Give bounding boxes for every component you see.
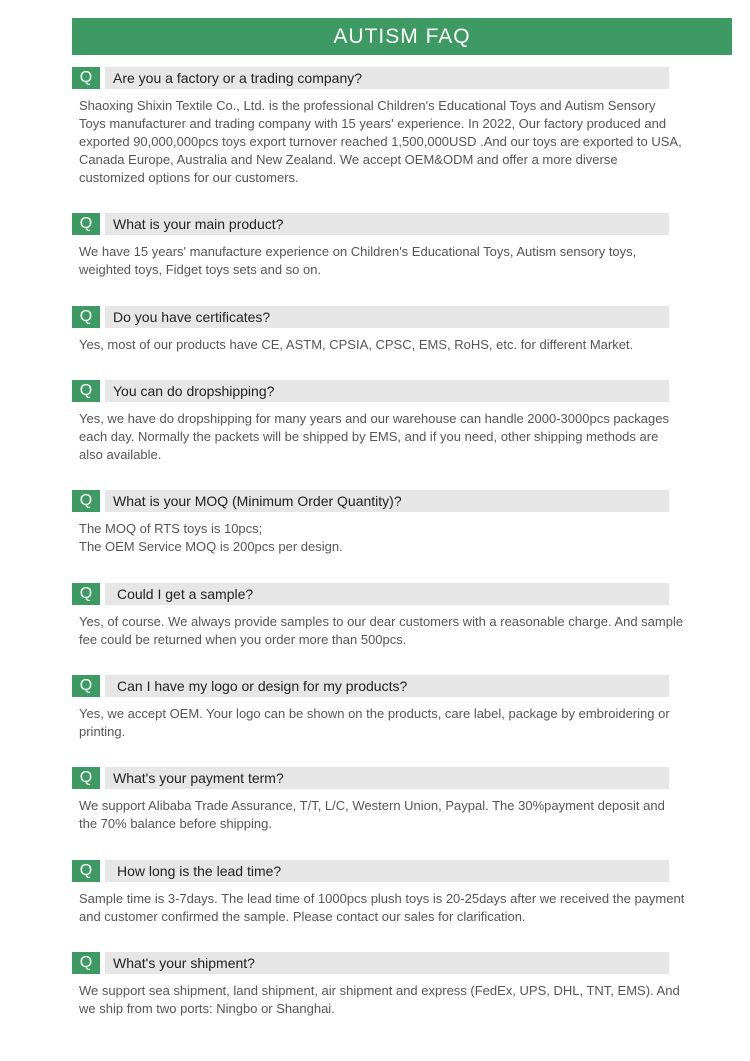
faq-item	[72, 306, 682, 354]
faq-question: Can I have my logo or design for my products?	[105, 675, 669, 697]
faq-item	[72, 860, 685, 926]
q-badge: Q	[72, 583, 100, 605]
faq-item	[72, 67, 682, 187]
faq-answer: Yes, we accept OEM. Your logo can be shown on the products, care label, package by embroidering or printing.	[79, 706, 670, 739]
faq-item	[72, 583, 682, 649]
q-badge: Q	[72, 952, 100, 974]
q-badge: Q	[72, 675, 100, 697]
faq-item	[72, 952, 682, 1018]
faq-answer: Yes, of course. We always provide samples to our dear customers with a reasonable charge. And sample fee could be returned when you order more than 500pcs.	[79, 614, 684, 647]
faq-answer: Shaoxing Shixin Textile Co., Ltd. is the professional Children's Educational Toys and Autism Sensory Toys manufacturer and trading company with 15 years' experience. In 2022, Our factory produced and exported 90,000,000pcs toys export turnover reached 1,500,000USD .And our toys are exported to USA, Canada Europe, Australia and New Zealand. We accept OEM&ODM and offer a more diverse customized options for our customers.	[79, 98, 682, 185]
q-badge: Q	[72, 767, 100, 789]
page-title: AUTISM FAQ	[72, 18, 732, 55]
q-badge: Q	[72, 490, 100, 512]
faq-question: What's your shipment?	[105, 952, 669, 974]
faq-question: Could I get a sample?	[105, 583, 669, 605]
faq-answer: We support sea shipment, land shipment, air shipment and express (FedEx, UPS, DHL, TNT, EMS). And we ship from two ports: Ningbo or Shanghai.	[79, 983, 680, 1016]
faq-item	[72, 767, 682, 833]
faq-question: You can do dropshipping?	[105, 380, 669, 402]
faq-answer: We support Alibaba Trade Assurance, T/T, L/C, Western Union, Paypal. The 30%payment deposit and the 70% balance before shipping.	[79, 798, 665, 831]
faq-answer: Yes, we have do dropshipping for many years and our warehouse can handle 2000-3000pcs packages each day. Normally the packets will be shipped by EMS, and if you need, other shipping methods are also available.	[79, 411, 669, 462]
faq-question: Are you a factory or a trading company?	[105, 67, 669, 89]
q-badge: Q	[72, 860, 100, 882]
faq-answer: We have 15 years' manufacture experience on Children's Educational Toys, Autism sensory toys, weighted toys, Fidget toys sets and so on.	[79, 244, 637, 277]
faq-answer: The MOQ of RTS toys is 10pcs; The OEM Service MOQ is 200pcs per design.	[79, 521, 343, 554]
faq-item	[72, 380, 682, 464]
faq-question: What's your payment term?	[105, 767, 669, 789]
faq-answer: Sample time is 3-7days. The lead time of 1000pcs plush toys is 20-25days after we received the payment and customer confirmed the sample. Please contact our sales for clarification.	[79, 891, 685, 924]
faq-item	[72, 213, 682, 279]
faq-question: What is your main product?	[105, 213, 669, 235]
faq-item	[72, 675, 682, 741]
q-badge: Q	[72, 213, 100, 235]
q-badge: Q	[72, 306, 100, 328]
faq-question: What is your MOQ (Minimum Order Quantity)?	[105, 490, 669, 512]
faq-question: Do you have certificates?	[105, 306, 669, 328]
faq-answer: Yes, most of our products have CE, ASTM, CPSIA, CPSC, EMS, RoHS, etc. for different Market.	[79, 337, 634, 352]
faq-item	[72, 490, 682, 556]
faq-question: How long is the lead time?	[105, 860, 669, 882]
q-badge: Q	[72, 380, 100, 402]
q-badge: Q	[72, 67, 100, 89]
